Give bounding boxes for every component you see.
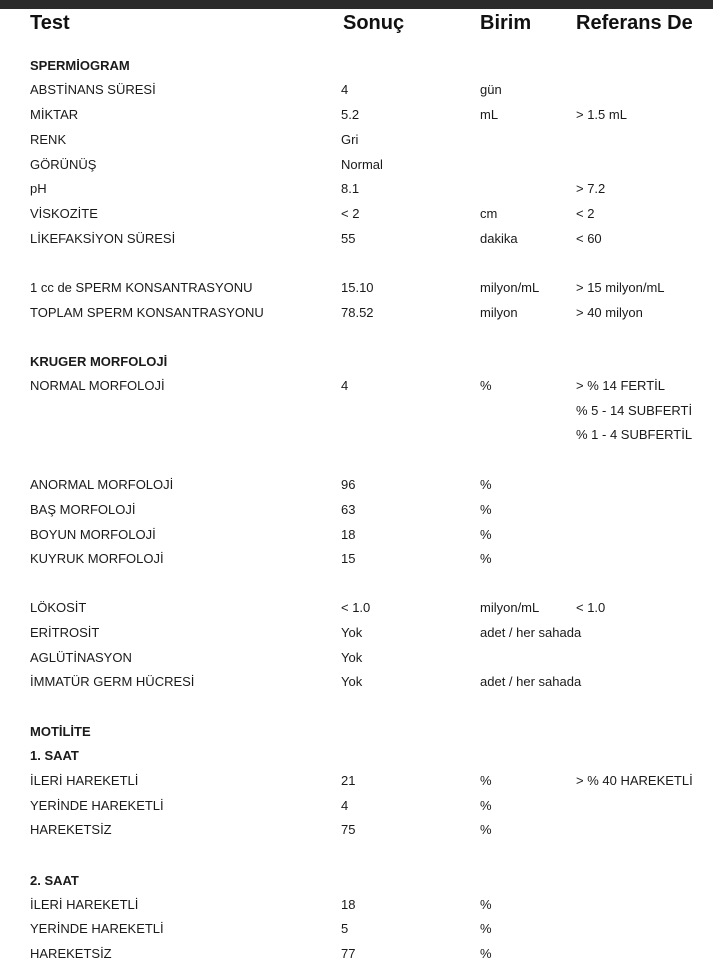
reference: > 15 milyon/mL: [576, 280, 665, 295]
result-value: 15: [341, 551, 356, 566]
unit: %: [480, 477, 492, 492]
test-name: İLERİ HAREKETLİ: [30, 897, 139, 912]
unit: milyon: [480, 305, 518, 320]
unit: %: [480, 946, 492, 961]
table-row: [0, 919, 713, 939]
header-referans: Referans De: [576, 12, 693, 34]
result-value: Gri: [341, 132, 359, 147]
result-value: 4: [341, 798, 349, 813]
test-name: MİKTAR: [30, 107, 79, 122]
test-name: AGLÜTİNASYON: [30, 650, 132, 665]
reference: < 60: [576, 231, 602, 246]
result-value: 18: [341, 527, 356, 542]
section-subtitle: 2. SAAT: [30, 873, 79, 888]
result-value: 18: [341, 897, 356, 912]
reference: > % 40 HAREKETLİ: [576, 773, 693, 788]
result-value: 4: [341, 378, 349, 393]
table-row: [0, 895, 713, 915]
result-value: Yok: [341, 650, 363, 665]
unit: milyon/mL: [480, 600, 540, 615]
result-value: < 2: [341, 206, 360, 221]
section-saat-2: [0, 871, 713, 891]
unit: %: [480, 773, 492, 788]
unit: %: [480, 527, 492, 542]
result-value: 21: [341, 773, 356, 788]
reference: > 1.5 mL: [576, 107, 627, 122]
result-value: 55: [341, 231, 356, 246]
result-value: 78.52: [341, 305, 374, 320]
table-row: [0, 105, 713, 125]
result-value: 15.10: [341, 280, 374, 295]
test-name: BAŞ MORFOLOJİ: [30, 502, 136, 517]
reference: > % 14 FERTİL: [576, 378, 665, 393]
result-value: 75: [341, 822, 356, 837]
result-value: Yok: [341, 625, 363, 640]
unit: dakika: [480, 231, 518, 246]
table-row: [0, 475, 713, 495]
test-name: LİKEFAKSİYON SÜRESİ: [30, 231, 176, 246]
unit: cm: [480, 206, 498, 221]
table-row: [0, 820, 713, 840]
test-name: LÖKOSİT: [30, 600, 87, 615]
section-spermiogram: [0, 56, 713, 76]
test-name: ABSTİNANS SÜRESİ: [30, 82, 156, 97]
unit: gün: [480, 82, 502, 97]
result-value: 8.1: [341, 181, 360, 196]
result-value: 96: [341, 477, 356, 492]
table-row: [0, 771, 713, 791]
test-name: NORMAL MORFOLOJİ: [30, 378, 165, 393]
section-motilite: [0, 722, 713, 742]
reference: < 1.0: [576, 600, 606, 615]
unit: adet / her sahada: [480, 674, 582, 689]
unit: %: [480, 378, 492, 393]
section-title: SPERMİOGRAM: [30, 58, 130, 73]
unit: %: [480, 921, 492, 936]
test-name: YERİNDE HAREKETLİ: [30, 798, 164, 813]
table-row: [0, 155, 713, 175]
unit: mL: [480, 107, 499, 122]
test-name: VİSKOZİTE: [30, 206, 98, 221]
test-name: HAREKETSİZ: [30, 822, 112, 837]
test-name: pH: [30, 181, 47, 196]
section-title: KRUGER MORFOLOJİ: [30, 354, 168, 369]
table-row: [0, 204, 713, 224]
section-kruger: [0, 352, 713, 372]
unit: %: [480, 502, 492, 517]
table-row: [0, 278, 713, 298]
section-saat-1: [0, 746, 713, 766]
result-value: Normal: [341, 157, 383, 172]
result-value: 63: [341, 502, 356, 517]
result-value: 5: [341, 921, 349, 936]
reference: > 7.2: [576, 181, 606, 196]
result-value: 77: [341, 946, 356, 961]
test-name: GÖRÜNÜŞ: [30, 157, 97, 172]
table-row: [0, 549, 713, 569]
table-row: [0, 672, 713, 692]
header-test: Test: [30, 12, 70, 34]
test-name: HAREKETSİZ: [30, 946, 112, 961]
test-name: TOPLAM SPERM KONSANTRASYONU: [30, 305, 264, 320]
test-name: ANORMAL MORFOLOJİ: [30, 477, 174, 492]
unit: %: [480, 798, 492, 813]
test-name: YERİNDE HAREKETLİ: [30, 921, 164, 936]
test-name: RENK: [30, 132, 67, 147]
unit: %: [480, 551, 492, 566]
table-row: [0, 500, 713, 520]
test-name: İMMATÜR GERM HÜCRESİ: [30, 674, 195, 689]
table-row: [0, 303, 713, 323]
reference-continued: % 1 - 4 SUBFERTİL: [576, 427, 693, 442]
section-title: MOTİLİTE: [30, 724, 91, 739]
test-name: 1 cc de SPERM KONSANTRASYONU: [30, 280, 253, 295]
unit: %: [480, 822, 492, 837]
table-row: [0, 80, 713, 100]
table-row: [0, 130, 713, 150]
result-value: 4: [341, 82, 349, 97]
test-name: ERİTROSİT: [30, 625, 100, 640]
table-row: [0, 179, 713, 199]
test-name: KUYRUK MORFOLOJİ: [30, 551, 164, 566]
result-value: 5.2: [341, 107, 360, 122]
reference: > 40 milyon: [576, 305, 643, 320]
unit: %: [480, 897, 492, 912]
table-row: [0, 796, 713, 816]
reference-continued: % 5 - 14 SUBFERTİ: [576, 403, 693, 418]
result-value: < 1.0: [341, 600, 371, 615]
section-subtitle: 1. SAAT: [30, 748, 79, 763]
table-row: [0, 376, 713, 396]
table-row: [0, 623, 713, 643]
test-name: BOYUN MORFOLOJİ: [30, 527, 156, 542]
table-row: [0, 648, 713, 668]
unit: adet / her sahada: [480, 625, 582, 640]
test-name: İLERİ HAREKETLİ: [30, 773, 139, 788]
result-value: Yok: [341, 674, 363, 689]
header-birim: Birim: [480, 12, 532, 34]
table-row: [0, 229, 713, 249]
table-row: [0, 598, 713, 618]
header-sonuc: Sonuç: [343, 12, 405, 34]
unit: milyon/mL: [480, 280, 540, 295]
table-row: [0, 525, 713, 545]
table-row: [0, 944, 713, 964]
reference: < 2: [576, 206, 595, 221]
